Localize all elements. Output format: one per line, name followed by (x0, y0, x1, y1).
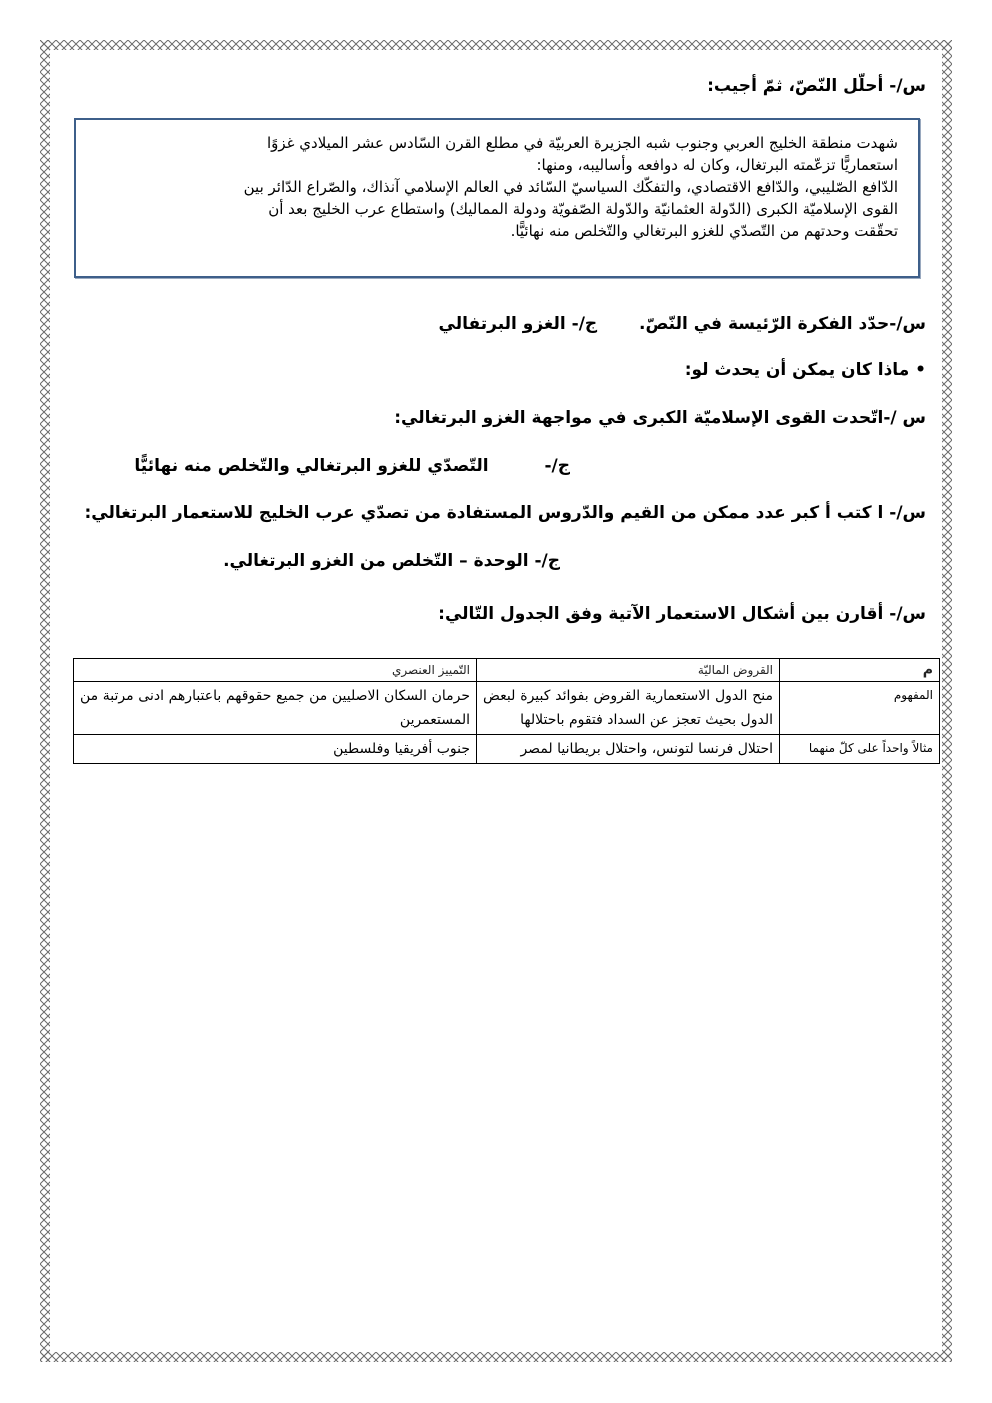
passage-line: شهدت منطقة الخليج العربي وجنوب شبه الجزيرة العربيّة في مطلع القرن السّادس عشر الميلادي غزوًا (266, 134, 898, 152)
question-what-if: • ماذا كان يمكن أن يحدث لو: (684, 360, 926, 380)
table-header-row (74, 659, 940, 682)
table-row (74, 735, 940, 764)
table-cell: منح الدول الاستعمارية القروض بفوائد كبيرة لبعض الدول بحيث تعجز عن السداد فتقوم باحتلالها (477, 682, 780, 735)
table-row (74, 682, 940, 735)
row-label: مثالاً واحداً على كلّ منهما (780, 735, 940, 764)
header-cell: القروض الماليّة (477, 659, 780, 682)
table-cell: جنوب أفريقيا وفلسطين (74, 735, 477, 764)
question-compare: س/- أقارن بين أشكال الاستعمار الآتية وفق الجدول التّالي: (438, 604, 926, 624)
answer-text: التّصدّي للغزو البرتغالي والتّخلص منه نهائيًّا (134, 456, 489, 476)
row-label: المفهوم (780, 682, 940, 735)
comparison-table (73, 658, 940, 764)
table-cell: حرمان السكان الاصليين من جميع حقوقهم باعتبارهم ادنى مرتبة من المستعمرين (74, 682, 477, 735)
header-cell: م (780, 659, 940, 682)
question-lessons: س/- ا كتب أ كبر عدد ممكن من القيم والدّروس المستفادة من تصدّي عرب الخليج للاستعمار البرتغالي: (84, 503, 926, 523)
passage-line: تحقّقت وحدتهم من التّصدّي للغزو البرتغالي والتّخلص منه نهائيًّا. (510, 222, 898, 240)
question-text: س/-حدّد الفكرة الرّئيسة في النّصّ. (639, 314, 926, 334)
answer-unity (134, 454, 570, 478)
main-heading: س/- أحلّل النّصّ، ثمّ أجيب: (707, 76, 926, 96)
passage-line: القوى الإسلاميّة الكبرى (الدّولة العثمانيّة والدّولة الصّفويّة ودولة المماليك) واستطاع عرب الخليج بعد أن (268, 200, 898, 218)
answer-text: ج/- الغزو البرتفالي (438, 314, 598, 334)
reading-passage-box (74, 118, 920, 278)
question-unity: س /-اتّحدت القوى الإسلاميّة الكبرى في مواجهة الغزو البرتغالي: (394, 408, 926, 428)
passage-line: الدّافع الصّليبي، والدّافع الاقتصادي، والتفكّك السياسيّ السّائد في العالم الإسلامي آنذاك، والصّراع الدّائر بين (243, 178, 898, 196)
answer-prefix: ج/- (544, 456, 570, 476)
question-main-idea (439, 312, 926, 336)
header-cell: التّمييز العنصري (74, 659, 477, 682)
answer-lessons: ج/- الوحدة – التّخلص من الغزو البرتغالي. (223, 551, 560, 571)
passage-line: استعماريًّا تزعّمته البرتغال، وكان له دوافعه وأساليبه، ومنها: (536, 156, 898, 174)
table-cell: احتلال فرنسا لتونس، واحتلال بريطانيا لمصر (477, 735, 780, 764)
